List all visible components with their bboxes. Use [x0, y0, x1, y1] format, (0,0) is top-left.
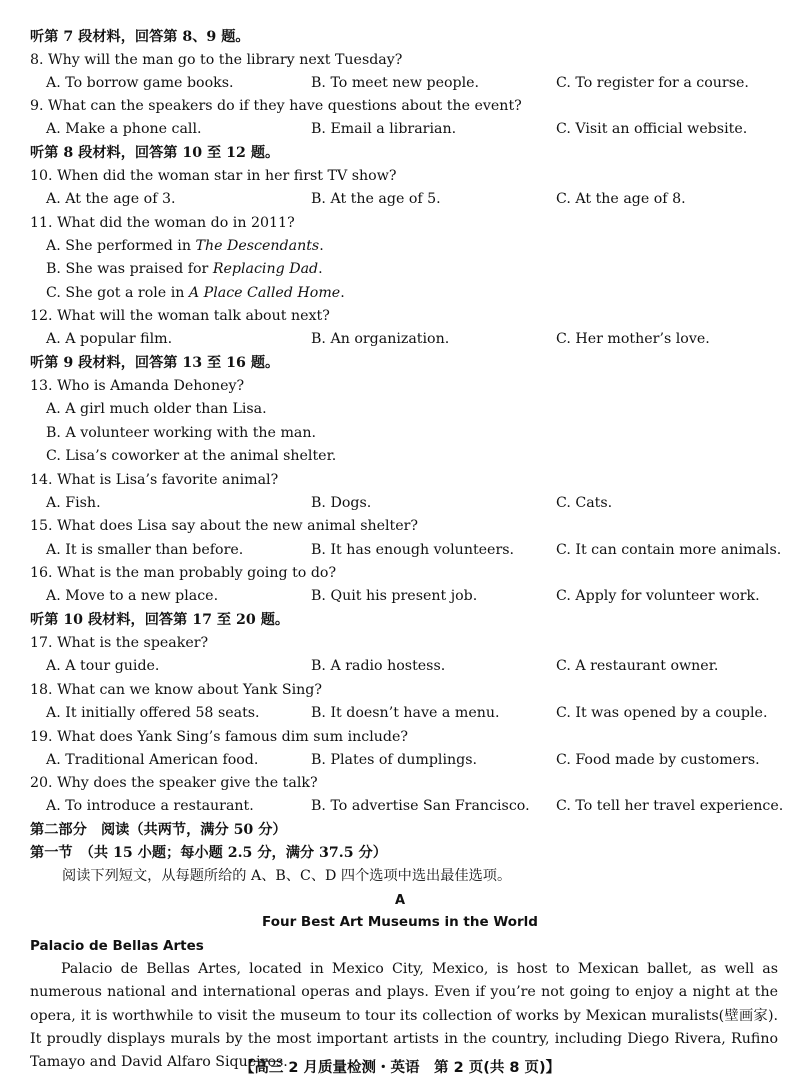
- option-c: C. She got a role in A Place Called Home.: [46, 285, 345, 301]
- section-title: 第一节 （共 15 小题；每小题 2.5 分，满分 37.5 分）: [30, 845, 387, 861]
- option-a: A. Fish.: [46, 495, 101, 511]
- option-a: A. A popular film.: [46, 331, 173, 347]
- question: 18. What can we know about Yank Sing?: [30, 682, 322, 698]
- film-title: A Place Called Home: [188, 285, 341, 301]
- option-a: A. Move to a new place.: [46, 588, 219, 604]
- passage-letter: A: [394, 893, 406, 908]
- section-header: 听第 8 段材料，回答第 10 至 12 题。: [30, 145, 280, 161]
- option-b: B. Email a librarian.: [311, 121, 457, 137]
- option-a: A. A tour guide.: [46, 658, 160, 674]
- part-title: 第二部分 阅读（共两节，满分 50 分）: [30, 822, 287, 838]
- question: 9. What can the speakers do if they have questions about the event?: [30, 98, 522, 114]
- option-b: B. To meet new people.: [311, 75, 480, 91]
- option-c: C. Visit an official website.: [556, 121, 748, 137]
- question: 12. What will the woman talk about next?: [30, 308, 330, 324]
- option-a: A. To borrow game books.: [46, 75, 234, 91]
- option-c: C. Lisa’s coworker at the animal shelter.: [46, 448, 337, 464]
- option-c: C. Apply for volunteer work.: [556, 588, 760, 604]
- section-header: 听第 7 段材料，回答第 8、9 题。: [30, 29, 250, 45]
- option-c: C. It can contain more animals.: [556, 542, 782, 558]
- film-title: The Descendants: [195, 238, 320, 254]
- option-b: B. At the age of 5.: [311, 191, 441, 207]
- option-b: B. A volunteer working with the man.: [46, 425, 317, 441]
- option-a: A. It is smaller than before.: [46, 542, 244, 558]
- option-a: A. Traditional American food.: [46, 752, 259, 768]
- question: 14. What is Lisa’s favorite animal?: [30, 472, 279, 488]
- question: 10. When did the woman star in her first TV show?: [30, 168, 397, 184]
- subheading: Palacio de Bellas Artes: [30, 938, 204, 954]
- option-a: A. She performed in The Descendants.: [46, 238, 324, 254]
- option-a: A. A girl much older than Lisa.: [46, 401, 267, 417]
- option-b: B. Dogs.: [311, 495, 372, 511]
- option-a: A. At the age of 3.: [46, 191, 176, 207]
- option-b: B. It doesn’t have a menu.: [311, 705, 500, 721]
- option-b: B. Plates of dumplings.: [311, 752, 478, 768]
- option-c: C. Food made by customers.: [556, 752, 760, 768]
- option-b: B. Quit his present job.: [311, 588, 478, 604]
- question: 15. What does Lisa say about the new animal shelter?: [30, 518, 419, 534]
- passage-title: Four Best Art Museums in the World: [262, 914, 538, 930]
- question: 20. Why does the speaker give the talk?: [30, 775, 318, 791]
- option-b: B. It has enough volunteers.: [311, 542, 515, 558]
- film-title: Replacing Dad: [212, 261, 319, 277]
- option-b: B. To advertise San Francisco.: [311, 798, 530, 814]
- section-header: 听第 10 段材料，回答第 17 至 20 题。: [30, 612, 290, 628]
- option-a: A. Make a phone call.: [46, 121, 202, 137]
- option-c: C. Cats.: [556, 495, 613, 511]
- question: 19. What does Yank Sing’s famous dim sum include?: [30, 729, 408, 745]
- option-c: C. Her mother’s love.: [556, 331, 710, 347]
- option-c: C. To register for a course.: [556, 75, 749, 91]
- paragraph: Palacio de Bellas Artes, located in Mexico City, Mexico, is host to Mexican ballet, as well as numerous national and international operas and plays. Even if you’re not going to enjoy a night at the opera, it is worthwhile to visit the museum to tour its collection of works by Mexican muralists(壁画家). It proudly displays murals by the most important artists in the country, including Diego Rivera, Rufino Tamayo and David Alfaro Siqueiros.: [30, 961, 778, 1071]
- instruction: 阅读下列短文，从每题所给的 A、B、C、D 四个选项中选出最佳选项。: [62, 868, 512, 884]
- question: 17. What is the speaker?: [30, 635, 209, 651]
- option-a: A. It initially offered 58 seats.: [46, 705, 260, 721]
- question: 11. What did the woman do in 2011?: [30, 215, 295, 231]
- question: 13. Who is Amanda Dehoney?: [30, 378, 245, 394]
- option-a: A. To introduce a restaurant.: [46, 798, 254, 814]
- option-b: B. An organization.: [311, 331, 450, 347]
- option-c: C. It was opened by a couple.: [556, 705, 768, 721]
- option-c: C. At the age of 8.: [556, 191, 686, 207]
- question: 8. Why will the man go to the library next Tuesday?: [30, 52, 403, 68]
- option-b: B. A radio hostess.: [311, 658, 446, 674]
- question: 16. What is the man probably going to do?: [30, 565, 337, 581]
- option-b: B. She was praised for Replacing Dad.: [46, 261, 323, 277]
- section-header: 听第 9 段材料，回答第 13 至 16 题。: [30, 355, 280, 371]
- option-c: C. A restaurant owner.: [556, 658, 719, 674]
- page-footer: 【高三 2 月质量检测・英语 第 2 页(共 8 页)】: [239, 1060, 561, 1076]
- option-c: C. To tell her travel experience.: [556, 798, 784, 814]
